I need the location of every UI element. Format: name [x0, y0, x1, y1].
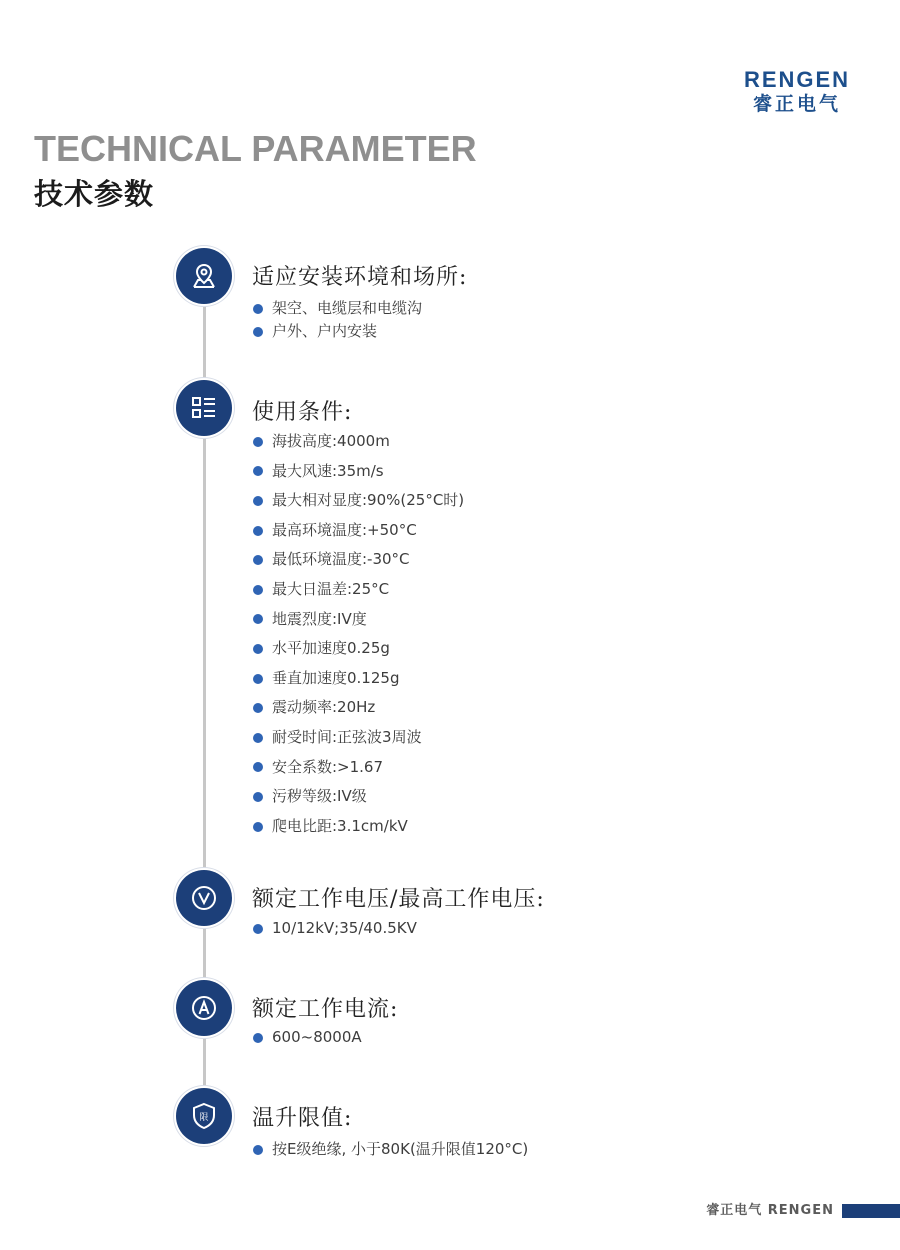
footer-brand: 睿正电气 RENGEN [706, 1203, 834, 1218]
list-item: 海拔高度:4000m [253, 427, 464, 457]
list-item: 600~8000A [253, 1026, 362, 1049]
list-item: 安全系数:>1.67 [253, 753, 464, 783]
list-item: 最低环境温度:-30°C [253, 545, 464, 575]
section-title: 额定工作电压/最高工作电压: [252, 887, 545, 912]
list-item: 地震烈度:IV度 [253, 605, 464, 635]
section-title: 使用条件: [252, 400, 353, 425]
list-item: 最高环境温度:+50°C [253, 516, 464, 546]
voltage-icon [176, 870, 232, 926]
list-icon [176, 380, 232, 436]
list-item: 水平加速度0.25g [253, 634, 464, 664]
item-list [253, 297, 422, 343]
page-title-cn: 技术参数 [34, 177, 155, 211]
list-item: 最大相对显度:90%(25°C时) [253, 486, 464, 516]
svg-text:限: 限 [199, 1113, 209, 1123]
item-list [253, 1026, 362, 1049]
item-list [253, 427, 464, 841]
page-title-en: TECHNICAL PARAMETER [34, 128, 477, 169]
section-title: 适应安装环境和场所: [252, 265, 468, 290]
list-item: 户外、户内安装 [253, 320, 422, 343]
list-item: 垂直加速度0.125g [253, 664, 464, 694]
list-item: 架空、电缆层和电缆沟 [253, 297, 422, 320]
list-item: 最大风速:35m/s [253, 457, 464, 487]
item-list [253, 1138, 528, 1161]
list-item: 最大日温差:25°C [253, 575, 464, 605]
list-item: 按E级绝缘, 小于80K(温升限值120°C) [253, 1138, 528, 1161]
list-item: 爬电比距:3.1cm/kV [253, 812, 464, 842]
footer-accent-bar [842, 1204, 900, 1218]
shield-limit-icon [176, 1088, 232, 1144]
list-item: 震动频率:20Hz [253, 693, 464, 723]
list-item: 污秽等级:IV级 [253, 782, 464, 812]
section-title: 额定工作电流: [252, 997, 399, 1022]
brand-name-cn: 睿正电气 [752, 93, 841, 115]
section-title: 温升限值: [252, 1106, 353, 1131]
footer [0, 1202, 900, 1220]
list-item: 耐受时间:正弦波3周波 [253, 723, 464, 753]
brand-name-en: RENGEN [743, 67, 851, 92]
brand-logo [716, 68, 878, 116]
location-map-icon [176, 248, 232, 304]
list-item: 10/12kV;35/40.5KV [253, 917, 417, 940]
ampere-icon [176, 980, 232, 1036]
item-list [253, 917, 417, 940]
